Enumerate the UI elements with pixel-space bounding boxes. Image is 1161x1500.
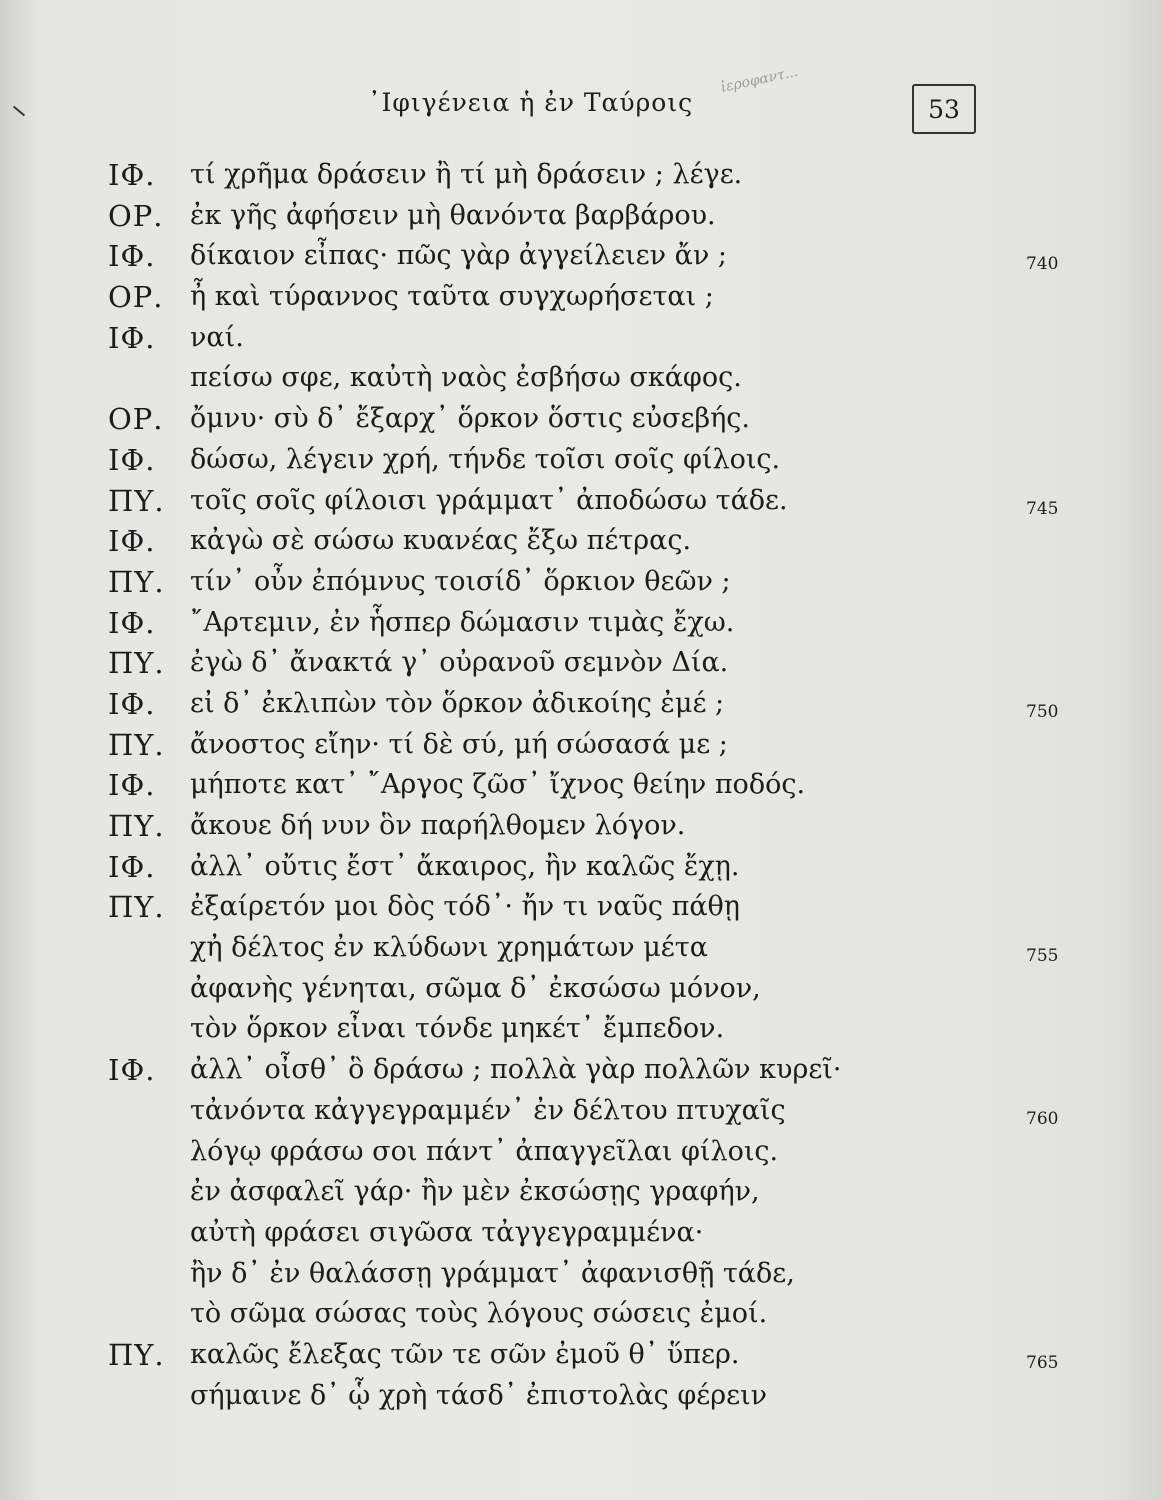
line-number: 765 [1026,1352,1059,1373]
verse-line [0,155,1161,196]
speaker-label: ΠΥ. [108,483,165,518]
pencil-annotation: ἱεροφαντ... [719,64,800,96]
speaker-label: ΙΦ. [108,320,156,355]
verse-text: κἀγὼ σὲ σώσω κυανέας ἔξω πέτρας. [190,525,692,557]
verse-line [0,562,1161,603]
verse-text: μήποτε κατ᾿ ῎Αργος ζῶσ᾿ ἴχνος θείην ποδός. [190,769,806,801]
verse-line [0,318,1161,359]
verse-line [0,399,1161,440]
verse-line [0,236,1161,277]
speaker-label: ΙΦ. [108,1053,156,1088]
line-number: 740 [1026,254,1059,275]
speaker-label: ΙΦ. [108,768,156,803]
verse-line [0,1213,1161,1254]
verse-line [0,1132,1161,1173]
verse-line [0,684,1161,725]
verse-lines [0,155,1161,1416]
speaker-label: ΠΥ. [108,1337,165,1372]
speaker-label: ΟΡ. [108,402,164,437]
verse-text: ἢν δ᾿ ἐν θαλάσσῃ γράμματ᾿ ἀφανισθῇ τάδε, [190,1257,795,1289]
verse-text: τὸ σῶμα σώσας τοὺς λόγους σώσεις ἐμοί. [190,1298,768,1330]
speaker-label: ΙΦ. [108,442,156,477]
verse-line [0,521,1161,562]
verse-line [0,725,1161,766]
verse-text: ἄκουε δή νυν ὃν παρήλθομεν λόγον. [190,810,686,841]
speaker-label: ΙΦ. [108,686,156,721]
verse-text: τὸν ὅρκον εἶναι τόνδε μηκέτ᾿ ἔμπεδον. [190,1013,725,1045]
verse-line [0,1172,1161,1213]
verse-line [0,1376,1161,1417]
speaker-label: ΠΥ. [108,890,165,925]
verse-line [0,358,1161,399]
line-number: 755 [1026,946,1059,967]
verse-text: ναί. [190,321,244,353]
verse-text: αὐτὴ φράσει σιγῶσα τἀγγεγραμμένα· [190,1216,704,1248]
verse-text: τίν᾿ οὖν ἐπόμνυς τοισίδ᾿ ὅρκιον θεῶν ; [190,565,731,597]
verse-line [0,1050,1161,1091]
verse-text: τί χρῆμα δράσειν ἢ τί μὴ δράσειν ; λέγε. [190,159,743,190]
verse-line [0,847,1161,888]
verse-text: ἀλλ᾿ οἶσθ᾿ ὃ δράσω ; πολλὰ γὰρ πολλῶν κυρεῖ· [190,1054,842,1086]
verse-text: τοῖς σοῖς φίλοισι γράμματ᾿ ἀποδώσω τάδε. [190,484,788,516]
verse-text: δίκαιον εἶπας· πῶς γὰρ ἀγγείλειεν ἄν ; [190,240,727,272]
verse-line [0,440,1161,481]
line-number: 745 [1026,498,1059,519]
verse-text: ἀφανὴς γένηται, σῶμα δ᾿ ἐκσώσω μόνον, [190,972,761,1004]
speaker-label: ΠΥ. [108,564,165,599]
verse-line [0,806,1161,847]
verse-line [0,1009,1161,1050]
margin-mark [13,106,25,117]
verse-text: τἀνόντα κἀγγεγραμμέν᾿ ἐν δέλτου πτυχαῖς [190,1094,786,1126]
speaker-label: ΙΦ. [108,524,156,559]
verse-text: εἰ δ᾿ ἐκλιπὼν τὸν ὅρκον ἀδικοίης ἐμέ ; [190,687,725,719]
page-number: 53 [912,84,976,134]
speaker-label: ΙΦ. [108,239,156,274]
verse-line [0,643,1161,684]
verse-text: λόγῳ φράσω σοι πάντ᾿ ἀπαγγεῖλαι φίλοις. [190,1135,779,1167]
verse-text: ἐγὼ δ᾿ ἄνακτά γ᾿ οὐρανοῦ σεμνὸν Δία. [190,647,729,679]
verse-text: ὄμνυ· σὺ δ᾿ ἔξαρχ᾿ ὅρκον ὅστις εὐσεβής. [190,403,750,435]
speaker-label: ΠΥ. [108,727,165,762]
verse-line [0,1335,1161,1376]
verse-text: ἐξαίρετόν μοι δὸς τόδ᾿· ἤν τι ναῦς πάθῃ [190,891,740,923]
verse-line [0,928,1161,969]
verse-text: χἠ δέλτος ἐν κλύδωνι χρημάτων μέτα [190,932,708,964]
verse-text: ἀλλ᾿ οὔτις ἔστ᾿ ἄκαιρος, ἢν καλῶς ἔχῃ. [190,850,740,882]
speaker-label: ΠΥ. [108,809,165,843]
speaker-label: ΟΡ. [108,280,164,315]
verse-line [0,1091,1161,1132]
verse-text: πείσω σφε, καὐτὴ ναὸς ἐσβήσω σκάφος. [190,362,742,394]
speaker-label: ΙΦ. [108,605,156,640]
verse-text: ἐκ γῆς ἀφήσειν μὴ θανόντα βαρβάρου. [190,199,716,231]
line-number: 750 [1026,701,1059,722]
verse-line [0,765,1161,806]
verse-line [0,969,1161,1010]
verse-line [0,1254,1161,1295]
verse-text: δώσω, λέγειν χρή, τήνδε τοῖσι σοῖς φίλοις. [190,443,781,475]
line-number: 760 [1026,1108,1059,1129]
verse-text: σήμαινε δ᾿ ᾧ χρὴ τάσδ᾿ ἐπιστολὰς φέρειν [190,1379,768,1411]
verse-line [0,603,1161,644]
verse-text: ἦ καὶ τύραννος ταῦτα συγχωρήσεται ; [190,281,714,313]
verse-text: ῎Αρτεμιν, ἐν ἧσπερ δώμασιν τιμὰς ἔχω. [190,606,735,638]
running-title: ᾿Ιφιγένεια ἡ ἐν Ταύροις [368,88,694,117]
verse-text: καλῶς ἔλεξας τῶν τε σῶν ἐμοῦ θ᾿ ὕπερ. [190,1338,740,1370]
verse-text: ἄνοστος εἴην· τί δὲ σύ, μή σώσασά με ; [190,728,728,760]
speaker-label: ΙΦ. [108,849,156,884]
speaker-label: ΙΦ. [108,158,156,192]
verse-text: ἐν ἀσφαλεῖ γάρ· ἢν μὲν ἐκσώσῃς γραφήν, [190,1176,760,1208]
verse-line [0,481,1161,522]
verse-line [0,1294,1161,1335]
verse-line [0,196,1161,237]
verse-line [0,277,1161,318]
speaker-label: ΟΡ. [108,198,164,233]
verse-line [0,887,1161,928]
speaker-label: ΠΥ. [108,646,165,681]
